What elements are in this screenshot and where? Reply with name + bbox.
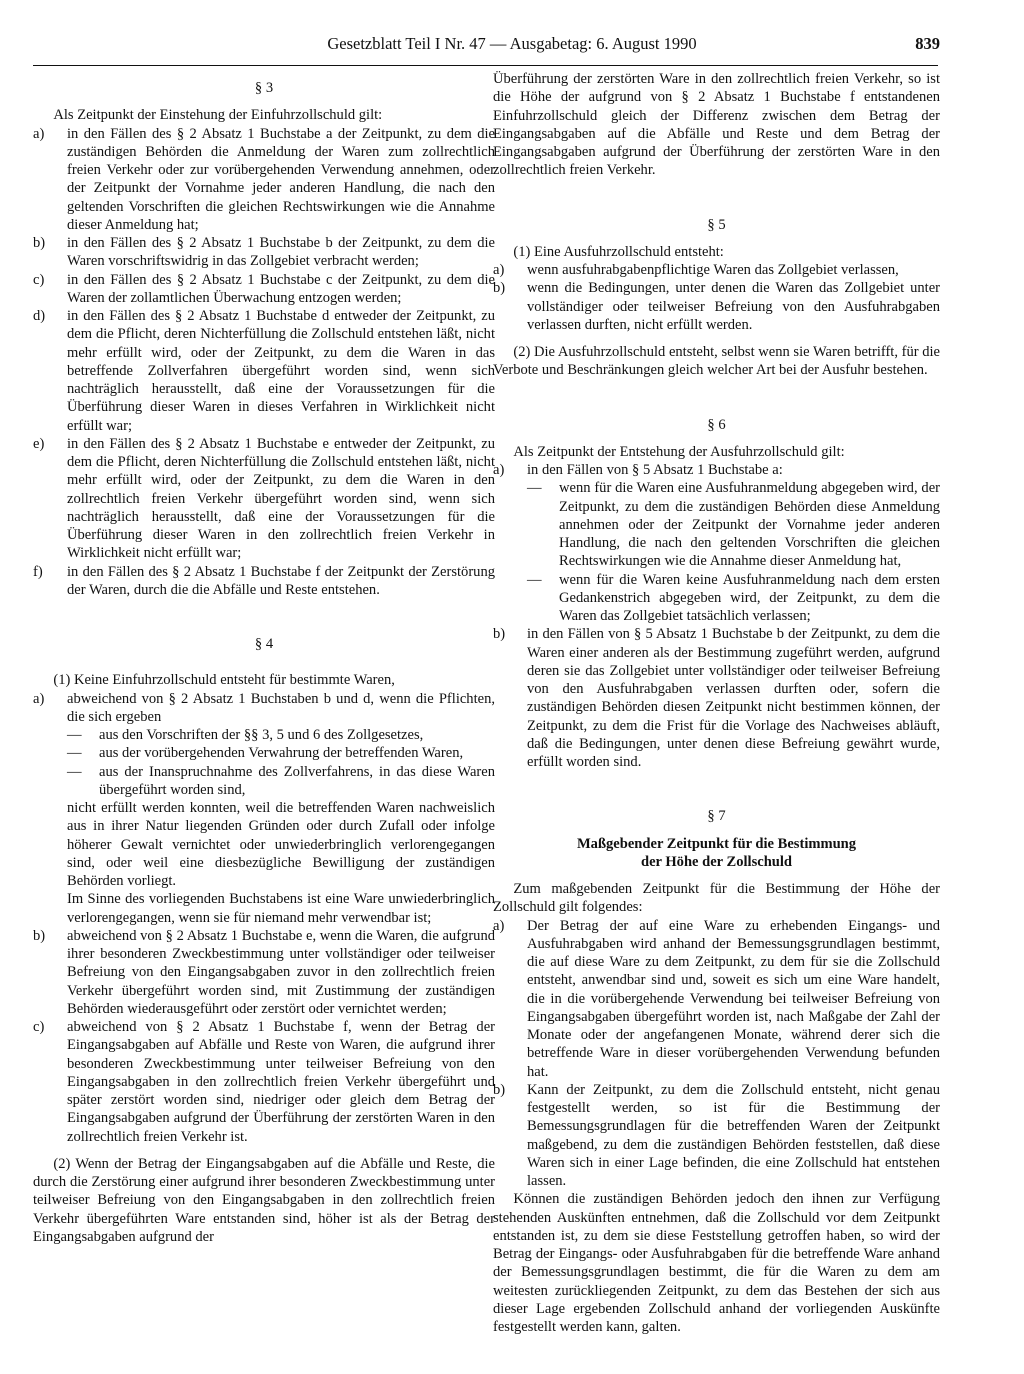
page-number: 839 xyxy=(915,34,940,53)
dash-item xyxy=(67,726,495,744)
list-item xyxy=(33,125,495,235)
item-label: d) xyxy=(33,308,46,324)
item-continuation: Im Sinne des vorliegenden Buchstabens ist eine Ware unwiederbringlich verlorengegangen, wenn sie für niemand mehr verwendbar ist; xyxy=(67,891,495,926)
list-item xyxy=(33,271,495,308)
item-text: Kann der Zeitpunkt, zu dem die Zollschuld entsteht, nicht genau festgestellt werden, so ist für die Bestimmung der Bemessungsgrundlagen für die betreffenden Waren der Zeitpunkt maßgebend, zu dem die zuständigen Behörden feststellen, daß diese Waren sich in einer Lage befinden, die eine Zollschuld hat entstehen lassen. xyxy=(527,1081,940,1189)
continuation-paragraph: Überführung der zerstörten Ware in den zollrechtlich freien Verkehr, so ist die Höhe der aufgrund von § 2 Absatz 1 Buchstabe f entstandenen Einfuhrzollschuld gleich der Differenz zwischen dem Betrag der Eingangsabgaben auf die Abfälle und Reste und dem Betrag der Eingangsabgaben aufgrund der Überführung der zerstörten Ware in den zollrechtlich freien Verkehr. xyxy=(493,71,940,179)
item-text: Der Betrag der auf eine Ware zu erhebenden Eingangs- und Ausfuhrabgaben wird anhand der Bemessungsgrundlagen bestimmt, die auf diese Ware zu dem Zeitpunkt, zu dem für sie die Zollschuld entsteht, anwendbar sind und, soweit es sich um eine Ware handelt, die in die vorübergehende Verwendung bei teilweiser Befreiung von Eingangsabgaben übergeführt worden ist, nach Maßgabe der Zahl der Monate oder der angefangenen Monate, während derer sich die betreffende Ware in dieser vorübergehenden Verwendung befunden hat. xyxy=(527,917,940,1080)
item-text: abweichend von § 2 Absatz 1 Buchstabe f, wenn der Betrag der Eingangsabgaben auf Abfälle und Reste von Waren, die aufgrund ihrer besonderen Zweckbestimmung unter teilweiser Befreiung von den Eingangsabgaben in den zollrechtlich freien Verkehr übergeführt und später zerstört worden sind, niedriger oder gleich dem Betrag der Eingangsabgaben aufgrund der Überführung der zerstörten Waren in den zollrechtlich freien Verkehr ist. xyxy=(67,1019,495,1145)
item-label: f) xyxy=(33,563,43,580)
item-text: abweichend von § 2 Absatz 1 Buchstaben b und d, wenn die Pflichten, die sich ergeben xyxy=(67,690,495,725)
item-label: b) xyxy=(493,626,506,643)
right-column xyxy=(493,70,940,1336)
item-text: in den Fällen von § 5 Absatz 1 Buchstabe a: xyxy=(527,462,783,478)
dash-text: aus der Inanspruchnahme des Zollverfahrens, in das diese Waren übergeführt worden sind, xyxy=(99,763,495,798)
section-6-heading: § 6 xyxy=(707,416,726,433)
item-label: b) xyxy=(493,1081,506,1098)
dash-text: wenn für die Waren eine Ausfuhranmeldung abgegeben wird, der Zeitpunkt, zu dem die zuständigen Behörden diese Anmeldung annehmen oder der Zeitpunkt der Vornahme jeder anderen Handlung, die nach den geltenden Vorschriften die gleichen Rechtswirkungen wie die Annahme dieser Anmeldung hat, xyxy=(559,480,940,570)
item-label: c) xyxy=(33,271,45,288)
list-item xyxy=(493,279,940,334)
item-text: in den Fällen des § 2 Absatz 1 Buchstabe e entweder der Zeitpunkt, zu dem die Pflicht, deren Nichterfüllung die Zollschuld entstehen läßt, nicht mehr erfüllt wird, oder der Zeitpunkt, zu dem die Waren in den zollrechtlich freien Verkehr übergeführt worden sind, wenn sich nachträglich herausstellt, daß eine der Voraussetzungen für die Überführung dieser Waren in den zollrechtlich freien Verkehr in Wirklichkeit nicht erfüllt war; xyxy=(67,435,495,562)
item-text: in den Fällen des § 2 Absatz 1 Buchstabe f der Zeitpunkt der Zerstörung der Waren, durch die die Abfälle und Reste entstehen. xyxy=(67,563,495,598)
dash-item xyxy=(67,744,495,762)
dash-text: wenn für die Waren keine Ausfuhranmeldung nach dem ersten Gedankenstrich abgegeben wird, der Zeitpunkt, zu dem die Waren das Zollgebiet tatsächlich verlassen; xyxy=(559,571,940,624)
list-item xyxy=(33,1018,495,1146)
list-item xyxy=(33,690,495,927)
section-4-paragraph-2: (2) Wenn der Betrag der Eingangsabgaben auf die Abfälle und Reste, die durch die Zerstörung einer aufgrund ihrer besonderen Zweckbestimmung unter teilweiser Befreiung von den Eingangsabgaben in den zollrechtlich freien Verkehr übergeführten Ware entstanden sind, höher ist als der Betrag der Eingangsabgaben aufgrund der xyxy=(33,1155,495,1245)
item-label: e) xyxy=(33,435,45,452)
list-item xyxy=(33,307,495,435)
page-header xyxy=(0,34,1024,54)
list-item xyxy=(33,435,495,563)
item-body xyxy=(67,690,495,927)
list-item xyxy=(33,234,495,271)
item-text: wenn die Bedingungen, unter denen die Waren das Zollgebiet unter vollständiger oder teilweiser Befreiung von den Ausfuhrabgaben verlassen durften, nicht erfüllt werden. xyxy=(527,280,940,333)
item-label: c) xyxy=(33,1019,45,1035)
item-text: in den Fällen des § 2 Absatz 1 Buchstabe a der Zeitpunkt, zu dem die zuständigen Behörden die Anmeldung der Waren zum zollrechtlich freien Verkehr oder zur vorübergehenden Verwendung annehmen, oder der Zeitpunkt der Vornahme jeder anderen Handlung, die nach den geltenden Vorschriften die gleichen Rechtswirkungen wie die Annahme dieser Anmeldung hat; xyxy=(67,125,495,233)
dash-item xyxy=(67,763,495,800)
dash-item xyxy=(527,479,940,570)
dash-item xyxy=(527,571,940,626)
item-text: in den Fällen des § 2 Absatz 1 Buchstabe c der Zeitpunkt, zu dem die Waren der zollamtlichen Überwachung entzogen werden; xyxy=(67,271,495,306)
item-label: b) xyxy=(493,280,506,297)
list-item xyxy=(33,927,495,1018)
section-7-intro: Zum maßgebenden Zeitpunkt für die Bestimmung der Höhe der Zollschuld gilt folgendes: xyxy=(493,881,940,916)
item-continuation: nicht erfüllt werden konnten, weil die betreffenden Waren nachweislich aus in ihrer Natur liegenden Gründen oder durch Zufall oder infolge höherer Gewalt vernichtet oder unwiederbringlich verlorengegangen sind, oder weil eine diesbezügliche Bewilligung der zuständigen Behörden vorliegt. xyxy=(67,800,495,889)
item-label: a) xyxy=(493,262,505,278)
section-7-heading: § 7 xyxy=(707,808,726,825)
section-4-heading: § 4 xyxy=(254,636,274,652)
item-label: a) xyxy=(493,462,505,478)
section-7-title-line-2: der Höhe der Zollschuld xyxy=(640,853,793,870)
dash-text: aus der vorübergehenden Verwahrung der betreffenden Waren, xyxy=(99,745,464,762)
section-3-heading: § 3 xyxy=(254,80,274,96)
list-item xyxy=(33,563,495,600)
item-body xyxy=(527,461,940,625)
section-4-paragraph-1: (1) Keine Einfuhrzollschuld entsteht für bestimmte Waren, xyxy=(53,672,395,689)
dash-mark: — xyxy=(67,727,82,743)
header-title: Gesetzblatt Teil I Nr. 47 — Ausgabetag: 6. August 1990 xyxy=(327,34,697,53)
item-text: in den Fällen des § 2 Absatz 1 Buchstabe d entweder der Zeitpunkt, zu dem die Pflicht, deren Nichterfüllung die Zollschuld entstehen läßt, nicht mehr erfüllt wird, oder der Zeitpunkt, zu dem die Waren in das betreffende Zollverfahren übergeführt worden sind, wenn sich nachträglich herausstellt, daß eine der Voraussetzungen für die Überführung dieser Waren in dieses Verfahren in Wirklichkeit nicht erfüllt war; xyxy=(67,308,495,434)
dash-text: aus den Vorschriften der §§ 3, 5 und 6 des Zollgesetzes, xyxy=(99,727,424,743)
item-label: b) xyxy=(33,927,46,944)
dash-mark: — xyxy=(67,745,82,762)
section-5-paragraph-2: (2) Die Ausfuhrzollschuld entsteht, selbst wenn sie Waren betrifft, für die Verbote und Beschränkungen gleich welcher Art bei der Ausfuhr bestehen. xyxy=(493,344,940,379)
item-label: b) xyxy=(33,235,46,251)
section-7-title-line-1: Maßgebender Zeitpunkt für die Bestimmung xyxy=(576,835,857,852)
dash-mark: — xyxy=(527,571,542,588)
list-item xyxy=(493,625,940,771)
dash-mark: — xyxy=(67,763,82,780)
list-item xyxy=(493,917,940,1081)
item-text: wenn ausfuhrabgabenpflichtige Waren das Zollgebiet verlassen, xyxy=(527,262,899,278)
dash-mark: — xyxy=(527,480,542,497)
item-text: in den Fällen des § 2 Absatz 1 Buchstabe b der Zeitpunkt, zu dem die Waren vorschriftswidrig in das Zollgebiet verbracht werden; xyxy=(67,235,495,270)
item-label: a) xyxy=(33,690,45,707)
section-5-heading: § 5 xyxy=(707,216,726,233)
header-rule xyxy=(33,65,938,66)
section-5-paragraph-1: (1) Eine Ausfuhrzollschuld entsteht: xyxy=(513,243,724,260)
item-label: a) xyxy=(33,125,45,142)
item-text: abweichend von § 2 Absatz 1 Buchstabe e, wenn die Waren, die aufgrund ihrer besonderen Zweckbestimmung unter vollständiger oder teilweiser Befreiung von den Eingangsabgaben zuvor in den zollrechtlich freien Verkehr übergeführt worden sind, mit Zustimmung der zuständigen Behörden wiederausgeführt oder zerstört oder vernichtet werden; xyxy=(67,927,495,1017)
list-item xyxy=(493,261,940,279)
list-item xyxy=(493,1081,940,1191)
list-item xyxy=(493,461,940,625)
item-text: in den Fällen von § 5 Absatz 1 Buchstabe b der Zeitpunkt, zu dem die Waren einer anderen als der Bestimmung zugeführt werden, aufgrund deren sie das Zollgebiet unter vollständiger oder teilweiser Befreiung von den Ausfuhrabgaben verlassen durften oder, sofern die zuständigen Behörden diesen Zeitpunkt nicht bestimmen können, der Zeitpunkt, zu dem die Frist für die Vorlage des Nachweises abläuft, daß die Bedingungen, unter denen diese Befreiung gewährt wurde, erfüllt worden sind. xyxy=(527,626,940,770)
section-7-final-paragraph: Können die zuständigen Behörden jedoch den ihnen zur Verfügung stehenden Auskünften entnehmen, daß die Zollschuld vor dem Zeitpunkt entstanden ist, zu dem sie diese Feststellung getroffen haben, so wird der Betrag der Eingangs- oder Ausfuhrabgaben für die betreffende Ware anhand der Bemessungsgrundlagen bestimmt, die für die Waren zu dem am weitesten zurückliegenden Zeitpunkt, zu dem das Bestehen der sich aus dieser Lage ergebenden Zollschuld anhand der vorliegenden Auskünfte festgestellt werden kann, galten. xyxy=(493,1191,940,1335)
left-column xyxy=(33,70,495,1246)
section-6-intro: Als Zeitpunkt der Entstehung der Ausfuhrzollschuld gilt: xyxy=(513,443,845,460)
section-3-intro: Als Zeitpunkt der Einstehung der Einfuhrzollschuld gilt: xyxy=(53,107,383,124)
item-label: a) xyxy=(493,917,505,934)
